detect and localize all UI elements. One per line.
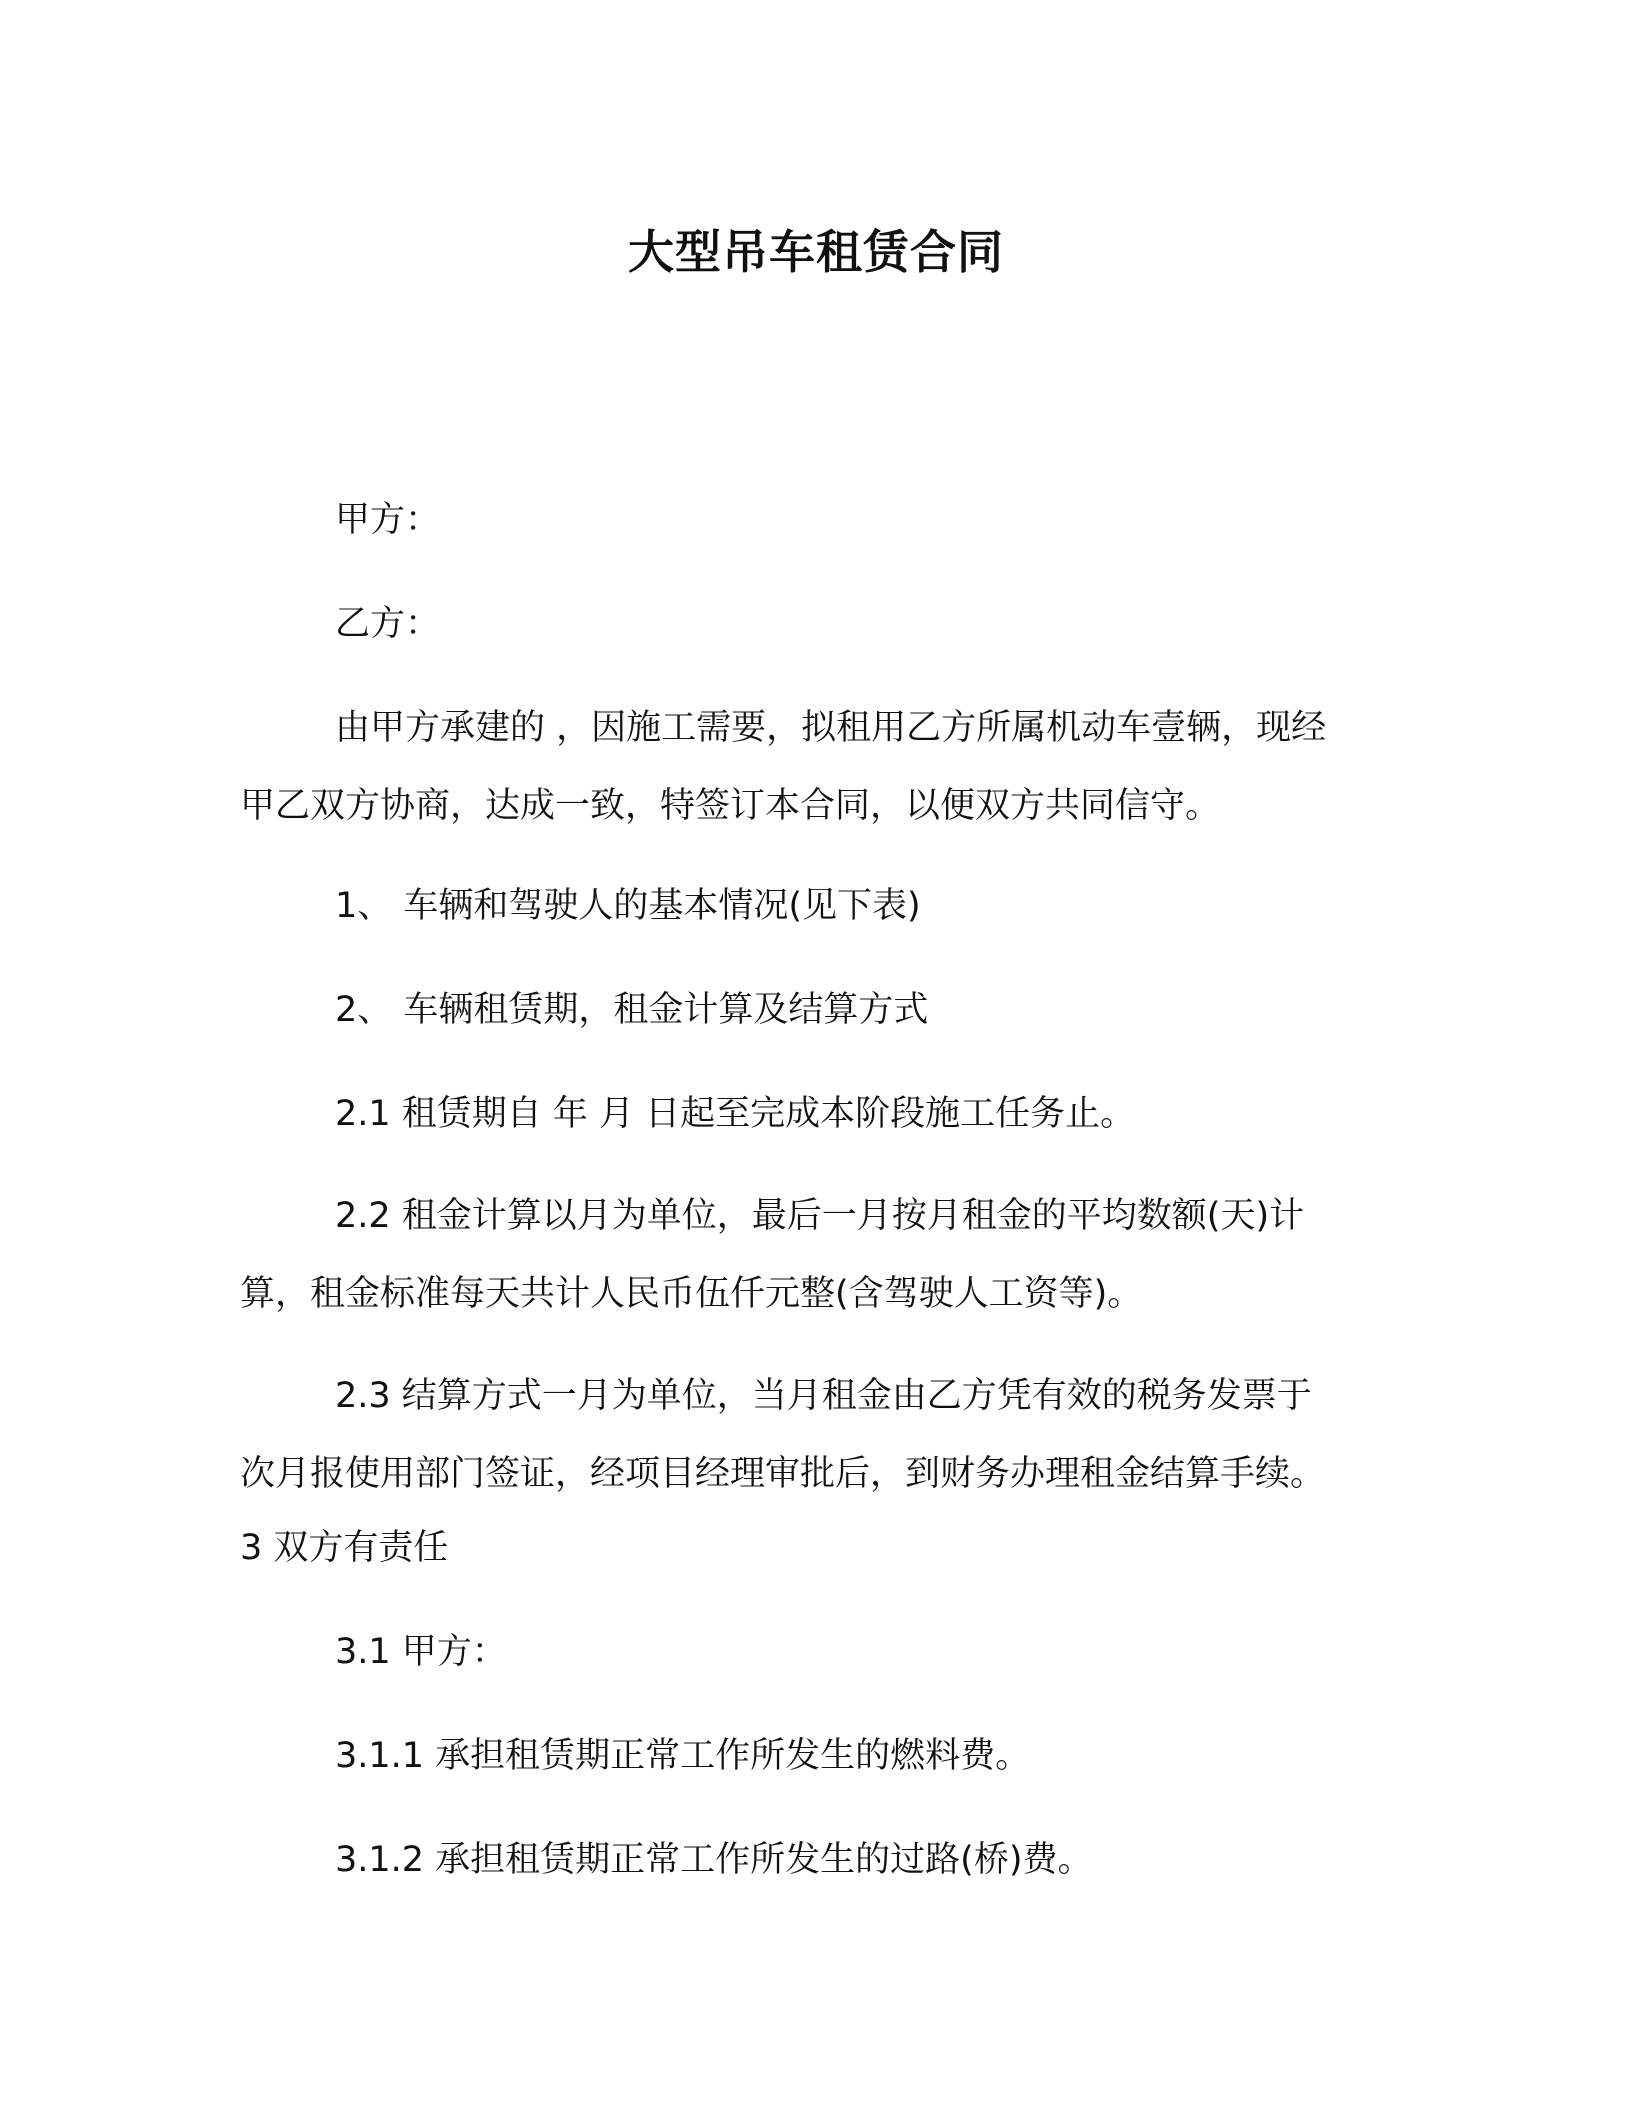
- party-b-line: 乙方：: [335, 604, 441, 644]
- clause-3-1-1: 3.1.1 承担租赁期正常工作所发生的燃料费。: [335, 1736, 1031, 1776]
- document-title: 大型吊车租赁合同: [628, 225, 1004, 279]
- preamble-line-1: 由甲方承建的 ，因施工需要，拟租用乙方所属机动车壹辆，现经: [335, 708, 1327, 748]
- clause-2-3-line-2: 次月报使用部门签证，经项目经理审批后，到财务办理租金结算手续。: [240, 1454, 1326, 1494]
- clause-2-2-line-2: 算，租金标准每天共计人民币伍仟元整(含驾驶人工资等)。: [240, 1274, 1143, 1314]
- clause-2-heading: 2、 车辆租赁期，租金计算及结算方式: [335, 990, 929, 1030]
- clause-1-heading: 1、 车辆和驾驶人的基本情况(见下表): [335, 886, 921, 926]
- clause-2-3-line-1: 2.3 结算方式一月为单位，当月租金由乙方凭有效的税务发票于: [335, 1376, 1312, 1416]
- clause-2-2-line-1: 2.2 租金计算以月为单位，最后一月按月租金的平均数额(天)计: [335, 1196, 1305, 1236]
- clause-3-1: 3.1 甲方：: [335, 1632, 507, 1672]
- clause-3-heading: 3 双方有责任: [240, 1528, 449, 1568]
- preamble-line-2: 甲乙双方协商，达成一致，特签订本合同，以便双方共同信守。: [240, 786, 1221, 826]
- party-a-line: 甲方：: [335, 500, 441, 540]
- clause-2-1: 2.1 租赁期自 年 月 日起至完成本阶段施工任务止。: [335, 1094, 1136, 1134]
- clause-3-1-2: 3.1.2 承担租赁期正常工作所发生的过路(桥)费。: [335, 1840, 1093, 1880]
